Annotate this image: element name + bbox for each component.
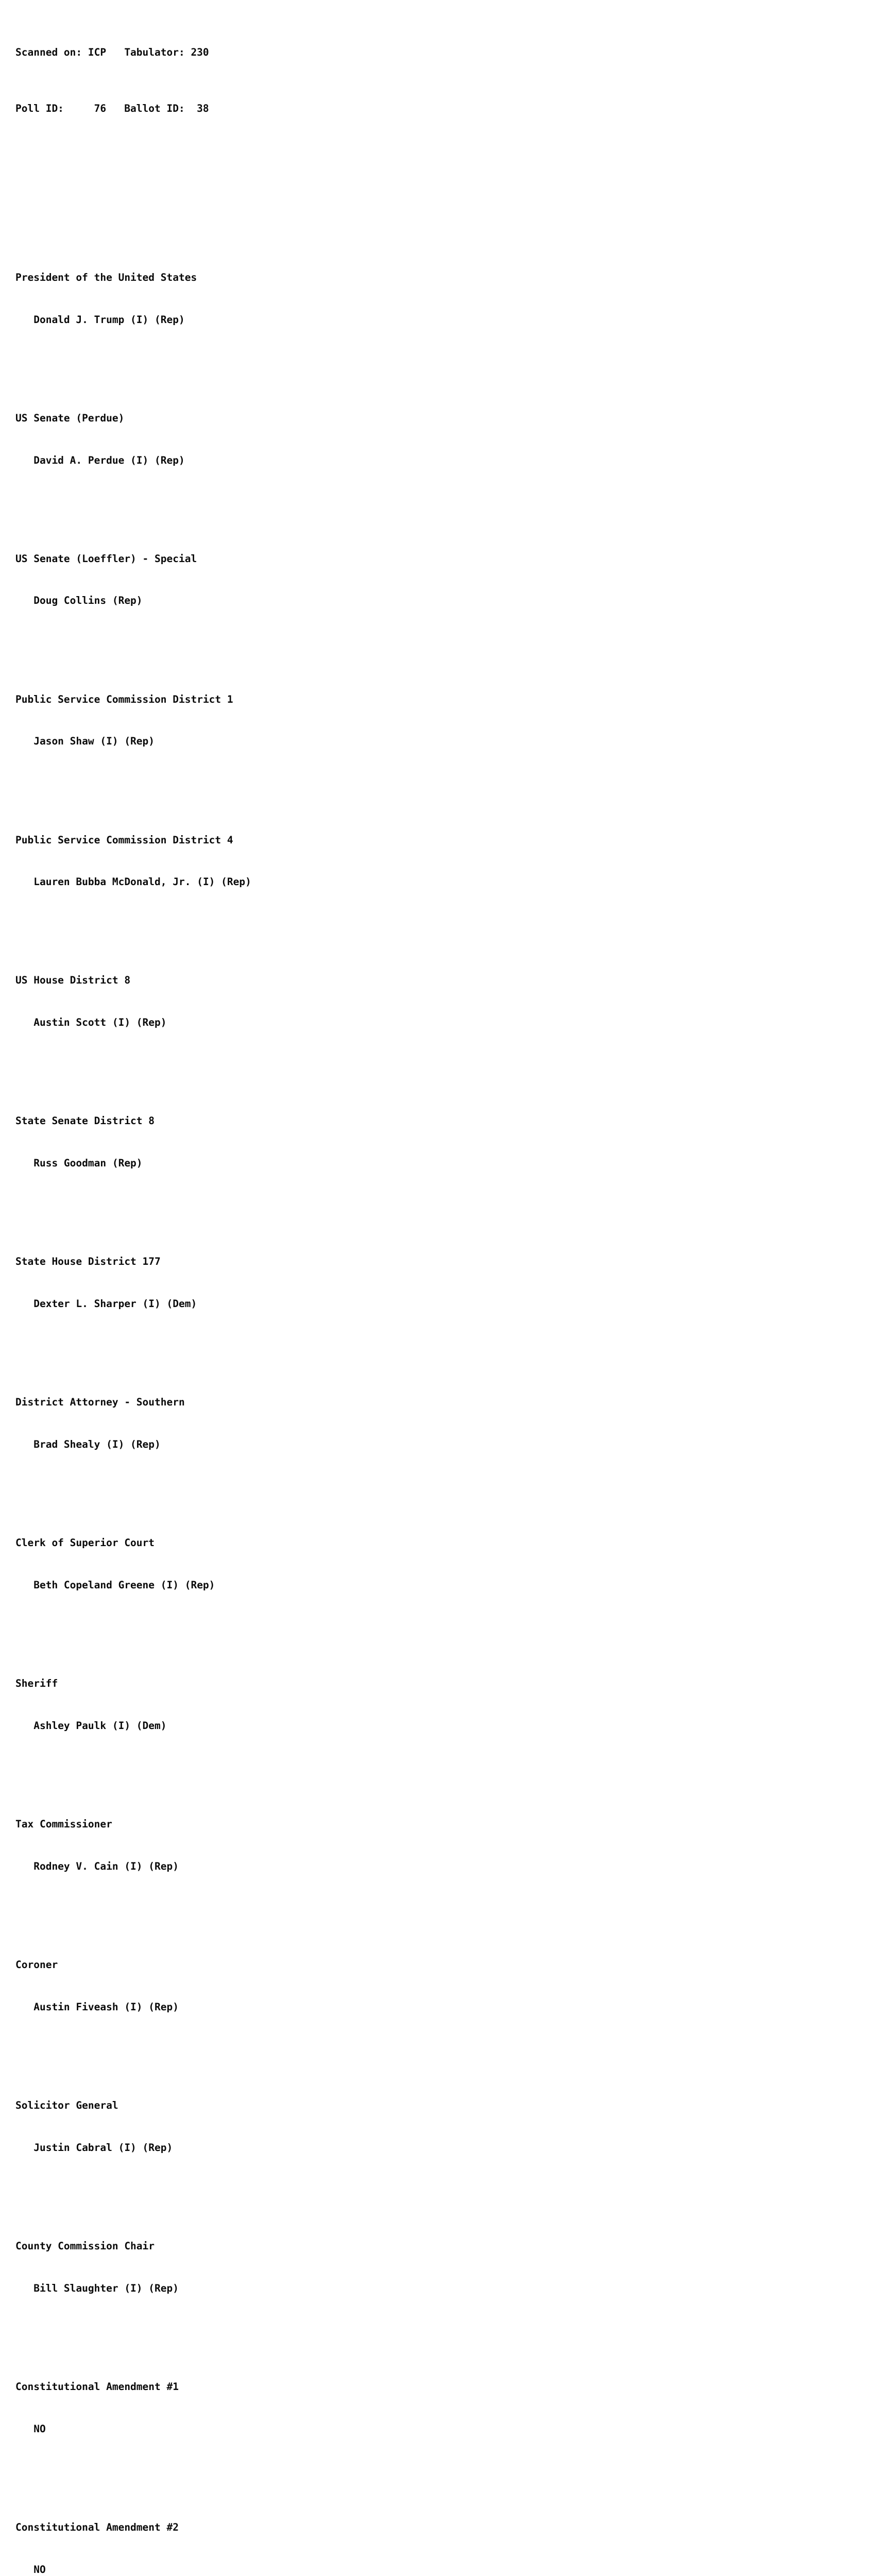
contest-selection: Brad Shealy (I) (Rep): [33, 1438, 161, 1451]
contest-selection: NO: [33, 2564, 46, 2576]
contest-selection: Lauren Bubba McDonald, Jr. (I) (Rep): [33, 876, 251, 888]
contest-selection: Austin Scott (I) (Rep): [33, 1016, 167, 1029]
contest-list: [15, 214, 251, 2576]
scanned-on-value: ICP: [88, 46, 107, 58]
contest-selection: Jason Shaw (I) (Rep): [33, 735, 155, 748]
contest-selection: Beth Copeland Greene (I) (Rep): [33, 1579, 215, 1591]
contest-block: [15, 2211, 251, 2324]
contest-block: [15, 945, 251, 1058]
contest-selection: Russ Goodman (Rep): [33, 1157, 143, 1170]
contest-title: District Attorney - Southern: [15, 1396, 185, 1409]
contest-title: Coroner: [15, 1959, 58, 1971]
contest-title: Public Service Commission District 4: [15, 834, 233, 846]
contest-selection: NO: [33, 2423, 46, 2435]
contest-title: Public Service Commission District 1: [15, 693, 233, 705]
contest-title: Solicitor General: [15, 2099, 118, 2112]
contest-block: [15, 805, 251, 917]
contest-block: [15, 2493, 251, 2576]
contest-block: [15, 1227, 251, 1339]
scan-header-line-2: [15, 101, 251, 115]
contest-block: [15, 383, 251, 495]
contest-block: [15, 242, 251, 354]
contest-selection: Doug Collins (Rep): [33, 595, 143, 607]
ballot-id-label: Ballot ID:: [124, 103, 185, 115]
printout-text: [15, 3, 251, 2576]
scanned-on-label: Scanned on:: [15, 46, 82, 58]
contest-title: US Senate (Loeffler) - Special: [15, 552, 197, 565]
contest-block: [15, 2071, 251, 2183]
contest-block: [15, 1649, 251, 1761]
contest-title: Constitutional Amendment #1: [15, 2381, 179, 2393]
contest-title: County Commission Chair: [15, 2240, 155, 2252]
contest-title: Constitutional Amendment #2: [15, 2521, 179, 2534]
contest-selection: Ashley Paulk (I) (Dem): [33, 1720, 167, 1732]
contest-title: Tax Commissioner: [15, 1818, 112, 1831]
contest-title: US House District 8: [15, 974, 131, 987]
contest-block: [15, 1789, 251, 1902]
tabulator-label: Tabulator:: [124, 46, 185, 58]
contest-selection: Rodney V. Cain (I) (Rep): [33, 1860, 179, 1873]
contest-block: [15, 1367, 251, 1480]
poll-id-label: Poll ID:: [15, 103, 64, 115]
contest-title: Clerk of Superior Court: [15, 1537, 155, 1549]
contest-title: US Senate (Perdue): [15, 412, 125, 424]
contest-block: [15, 664, 251, 776]
contest-block: [15, 1930, 251, 2042]
contest-title: State House District 177: [15, 1256, 161, 1268]
contest-block: [15, 523, 251, 636]
contest-block: [15, 2352, 251, 2464]
header-spacer: [15, 158, 251, 172]
contest-selection: Donald J. Trump (I) (Rep): [33, 313, 185, 326]
poll-id-value: 76: [94, 103, 107, 115]
contest-selection: Dexter L. Sharper (I) (Dem): [33, 1298, 197, 1310]
tabulator-value: 230: [191, 46, 209, 58]
contest-block: [15, 1086, 251, 1198]
ballot-id-value: 38: [197, 103, 209, 115]
contest-selection: Austin Fiveash (I) (Rep): [33, 2001, 179, 2013]
contest-block: [15, 1508, 251, 1620]
contest-title: State Senate District 8: [15, 1115, 155, 1127]
scan-header-line-1: [15, 45, 251, 59]
contest-title: President of the United States: [15, 271, 197, 283]
contest-selection: David A. Perdue (I) (Rep): [33, 454, 185, 466]
contest-selection: Bill Slaughter (I) (Rep): [33, 2282, 179, 2295]
contest-selection: Justin Cabral (I) (Rep): [33, 2142, 173, 2154]
contest-title: Sheriff: [15, 1677, 58, 1690]
